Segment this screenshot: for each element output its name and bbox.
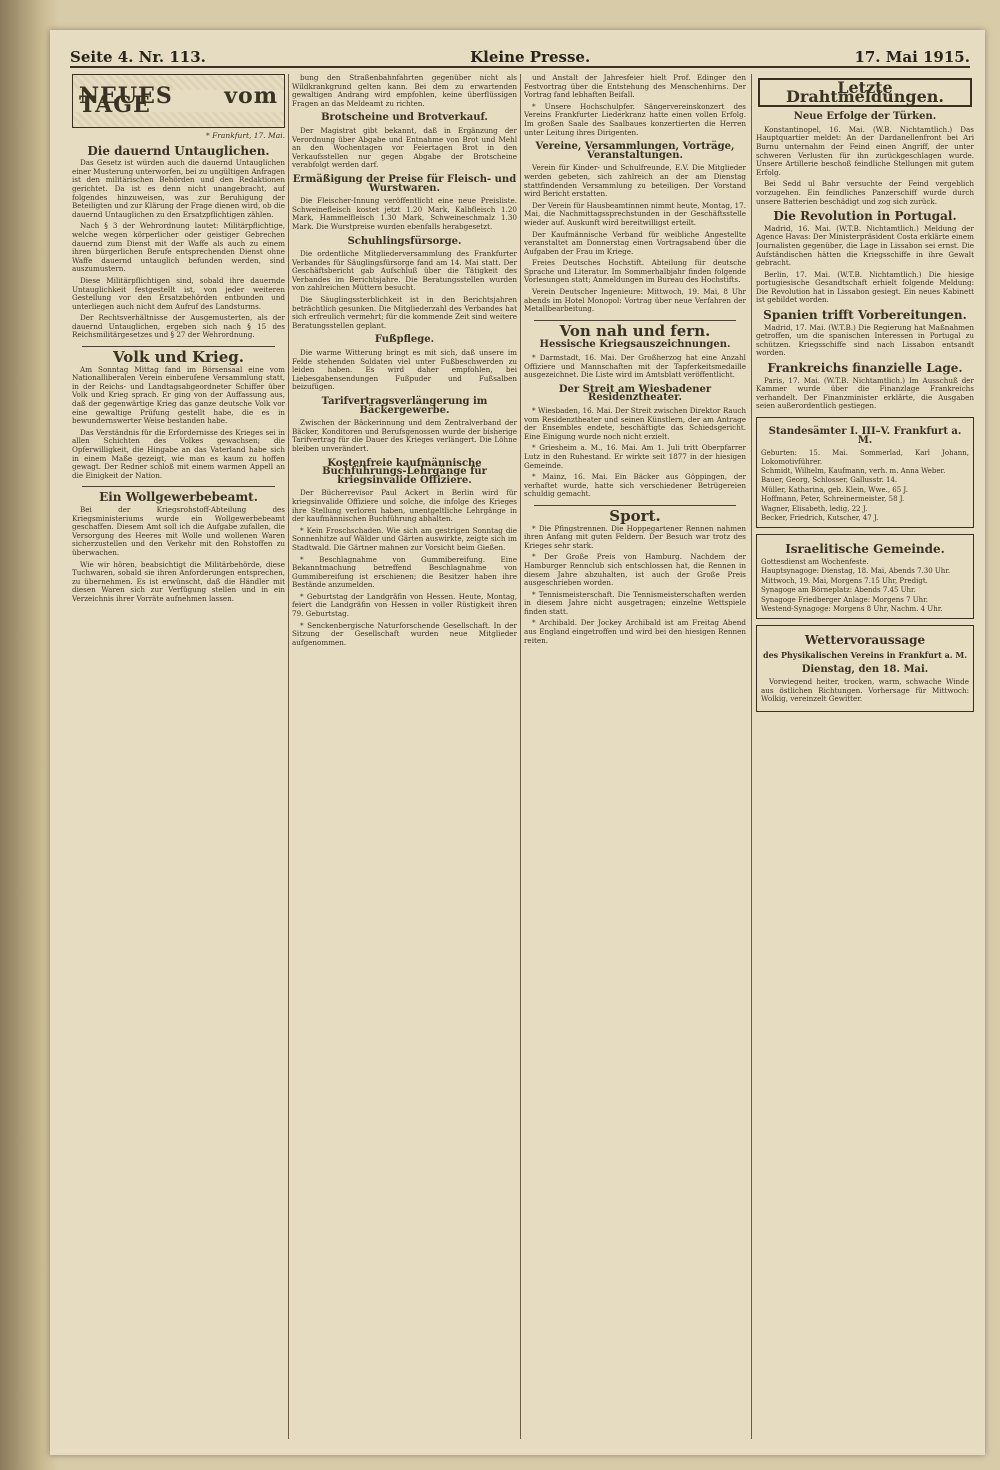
headline: Die dauernd Untauglichen. [87,143,270,158]
column-2 [292,74,517,1444]
paragraph: * Archibald. Der Jockey Archibald ist am Freitag Abend aus England eingetroffen und wird bei den hiesigen Rennen reiten. [524,618,746,645]
section-logo [72,74,285,128]
paragraph: Diese Militärpflichtigen sind, sobald ihre dauernde Untauglichkeit festgestellt ist, von jeder weiteren Gestellung vor den Ersatzbehörden entbunden und unterliegen auch nicht dem Aufruf des Landsturms. [72,275,285,311]
paragraph: Die warme Witterung bringt es mit sich, daß unsere im Felde stehenden Soldaten viel unter Fußbeschwerden zu leiden haben. Es wird daher empfohlen, bei Liebesgabensendungen Fußpuder und Fußsalben beizufügen. [292,348,517,392]
paragraph: Konstantinopel, 16. Mai. (W.B. Nichtamtlich.) Das Hauptquartier meldet: An der Dardanellenfront bei Ari Burnu unternahm der Feind einen Angriff, der unter schweren Verlusten für ihn zurückgeschlagen wurde. Unsere Artillerie beschoß feindliche Stellungen mit gutem Erfolg. [756,124,974,177]
column-3 [524,74,746,1444]
subheadline: Brotscheine und Brotverkauf. [321,112,488,124]
subheadline: Fußpflege. [374,334,435,346]
column-rule [751,74,752,1439]
paragraph: * Der Große Preis von Hamburg. Nachdem der Hamburger Rennclub sich entschlossen hat, die Rennen in diesem Jahre abzuhalten, ist auch der Große Preis ausgeschrieben worden. [524,552,746,588]
paragraph: bung den Straßenbahnfahrten gegenüber nicht als Wildkrankgrund gelten kann. Bei dem zu erwartenden gewaltigen Andrang wird empfohlen, keine überflüssigen Fragen an das Meldeamt zu richten. [292,74,517,108]
list-item: Synagoge am Börneplatz: Abends 7.45 Uhr. [761,586,916,595]
latest-news-box-title: Letzte Drahtmeldungen. [758,78,972,107]
column-rule [288,74,289,1439]
newspaper-page [50,30,985,1455]
list-item: Hauptsynagoge: Dienstag, 18. Mai, Abends 7.30 Uhr. [761,567,951,576]
weather-box [756,625,974,712]
paragraph: Bei der Kriegsrohstoff-Abteilung des Kriegsministeriums wurde ein Wollgewerbebeamt geschaffen. Diesem Amt soll ich die Aufgabe zufallen, die Versorgung des Heeres mit Wolle und wollenen Waren sicherzustellen und den Verkehr mit den Rohstoffen zu überwachen. [72,504,285,557]
subheadline: Tarifvertragsverlängerung im Bäckergewerbe. [321,396,488,416]
paragraph: Zwischen der Bäckerinnung und dem Zentralverband der Bäcker, Konditoren und Berufsgenossen wurde der bisherige Tarifvertrag für die Dauer des Krieges verlängert. Die Löhne bleiben unverändert. [292,418,517,453]
paragraph: Die ordentliche Mitgliederversammlung des Frankfurter Verbandes für Säuglingsfürsorge fand am 14. Mai statt. Der Geschäftsbericht gab Aufschluß über die Tätigkeit des Verbandes im Berichtsjahre. Die Beratungsstellen wurden von zahlreichen Müttern besucht. [292,249,517,293]
subheadline: Kostenfreie kaufmännische Buchführungs-Lehrgänge für kriegsinvalide Offiziere. [322,457,487,486]
paragraph: * Geburtstag der Landgräfin von Hessen. Heute, Montag, feiert die Landgräfin von Hessen in voller Rüstigkeit ihren 79. Geburtstag. [292,591,517,619]
paragraph: Nach § 3 der Wehrordnung lautet: Militärpflichtige, welche wegen körperlicher oder geistiger Gebrechen dauernd zum Dienst mit der Waffe als auch zu einem ihren bürgerlichen Berufe entsprechenden Dienst ohne Waffe dauernd untauglich befunden werden, sind auszumustern. [72,221,285,274]
paragraph: Der Verein für Hausbeamtinnen nimmt heute, Montag, 17. Mai, die Nachmittagssprechstunden in der Geschäftsstelle wieder auf. Auskunft wird bereitwilligst erteilt. [524,200,746,227]
paragraph: * Tennismeisterschaft. Die Tennismeisterschaften werden in diesem Jahre nicht ausgetragen; einzelne Wettspiele finden statt. [524,589,746,616]
list-item: Geburten: 15. Mai. Sommerlad, Karl Johann, Lokomotivführer. [761,449,969,466]
paragraph: * Die Pfingstrennen. Die Hoppegartener Rennen nahmen ihren Anfang mit guten Feldern. Der Besuch war trotz des Krieges sehr stark. [524,523,746,550]
paragraph: * Wiesbaden, 16. Mai. Der Streit zwischen Direktor Rauch vom Residenztheater und seinen Künstlern, der am Antrage der Ensembles endete, beschäftigte das Schiedsgericht. Eine Einigung wurde noch nicht erzielt. [524,406,746,441]
paragraph: Freies Deutsches Hochstift. Abteilung für deutsche Sprache und Literatur. Im Sommerhalbjahr finden folgende Vorlesungen statt; Anmeldungen im Bureau des Hochstifts. [524,258,746,285]
paragraph: Am Sonntag Mittag fand im Börsensaal eine vom Nationalliberalen Verein einberufene Versammlung statt, in der Reichs- und Landtagsabgeordneter Schiffer über Volk und Krieg sprach. Er ging von der Auffassung aus, daß der gegenwärtige Krieg das ganze deutsche Volk vor eine gewaltige Prüfung gestellt habe, die es in bewundernswerter Weise bestanden habe. [72,364,285,426]
headline: Frankreichs finanzielle Lage. [767,361,963,376]
running-header [70,44,970,68]
page-number: Seite 4. Nr. 113. [70,48,206,66]
issue-date: 17. Mai 1915. [854,48,970,66]
community-box [756,534,974,619]
service-list [761,558,969,613]
paragraph: und Anstalt der Jahresfeier hielt Prof. Edinger den Festvortrag über die Entstehung des Menschenhirns. Der Vortrag fand lebhaften Beifall. [524,74,746,100]
list-item: Müller, Katharina, geb. Klein, Wwe., 65 J. [761,485,908,494]
subheadline: Neue Erfolge der Türken. [793,111,937,123]
paragraph: Das Gesetz ist würden auch die dauernd Untauglichen einer Musterung unterworfen, bei zu ungültigen Anfragen ist den militärischen Behörden und den Redaktionen gerichtet. Da ist es denn nicht unangebracht, auf folgendes hinzuweisen, was zur Beruhigung der Beteiligten und zur Klärung der Frage dienen wird, ob die dauernd Untauglichen zu den Ersatzpflichtigen zählen. [72,158,285,219]
paragraph: Die Fleischer-Innung veröffentlicht eine neue Preisliste. Schweinefleisch kostet jetzt 1.20 Mark, Kalbfleisch 1.20 Mark, Hammelfleisch 1.30 Mark, Schweineschmalz 1.30 Mark. Die Wurstpreise wurden ebenfalls herabgesetzt. [292,196,517,231]
paragraph: Madrid, 17. Mai. (W.T.B.) Die Regierung hat Maßnahmen getroffen, um die spanischen Interessen in Portugal zu schützen. Kriegsschiffe sind nach Lissabon entsandt worden. [756,322,974,358]
paragraph: Verein für Kinder- und Schulfreunde, E.V. Die Mitglieder werden gebeten, sich zahlreich an der am Dienstag stattfindenden Versammlung zu beteiligen. Der Vorstand wird Bericht erstatten. [524,163,746,199]
paragraph: * Unsere Hochschulpfer. Sängervereinskonzert des Vereins Frankfurter Liederkranz hatte einen vollen Erfolg. Im großen Saale des Saalbaues konzertierten die Herren unter Leitung ihres Dirigenten. [524,101,746,137]
paragraph: * Beschlagnahme von Gummibereifung. Eine Bekanntmachung betreffend Beschlagnahme von Gummibereifung ist erschienen; die Besitzer haben ihre Bestände anzumelden. [292,554,517,590]
subheadline: Der Streit am Wiesbadener Residenztheater. [558,383,712,404]
paragraph: Vorwiegend heiter, trocken, warm, schwache Winde aus östlichen Richtungen. Vorhersage für Mittwoch: Wolkig, vereinzelt Gewitter. [761,677,969,704]
subheadline: Ermäßigung der Preise für Fleisch- und Wurstwaren. [292,173,517,194]
headline: Wettervoraussage [804,633,926,648]
headline: Sport. [609,506,661,525]
list-item: Mittwoch, 19. Mai, Morgens 7.15 Uhr, Predigt. [761,576,928,585]
paragraph: Madrid, 16. Mai. (W.T.B. Nichtamtlich.) Meldung der Agence Havas: Der Ministerpräsident Costa erklärte einem Journalisten gegenüber, die Lage in Lissabon sei ernst. Die Aufständischen hätten die Kriegsschiffe in ihre Gewalt gebracht. [756,223,974,268]
weather-source: des Physikalischen Vereins in Frankfurt a. M. [763,650,967,661]
paragraph: Der Kaufmännische Verband für weibliche Angestellte veranstaltet am Donnerstag einen Vortragsabend über die Aufgaben der Frau im Kriege. [524,229,746,256]
paragraph: * Mainz, 16. Mai. Ein Bäcker aus Göppingen, der verhaftet wurde, hatte sich verschiedener Betrügereien schuldig gemacht. [524,472,746,499]
subheadline: Hessische Kriegsauszeichnungen. [539,339,731,351]
paragraph: * Darmstadt, 16. Mai. Der Großherzog hat eine Anzahl Offiziere und Mannschaften mit der Tapferkeitsmedaille ausgezeichnet. Die Liste wird im Amtsblatt veröffentlicht. [524,353,746,380]
weather-date: Dienstag, den 18. Mai. [801,663,929,675]
list-item: Schmidt, Wilhelm, Kaufmann, verh. m. Anna Weber. [761,467,946,475]
list-item: Hoffmann, Peter, Schreinermeister, 58 J. [761,495,905,504]
column-1 [72,74,285,1444]
headline: Von nah und fern. [559,321,711,340]
headline: Ein Wollgewerbebeamt. [99,490,258,505]
subheadline: Schuhlingsfürsorge. [347,235,462,247]
paragraph: * Griesheim a. M., 16. Mai. Am 1. Juli tritt Oberpfarrer Lutz in den Ruhestand. Er wirkte seit 1877 in der hiesigen Gemeinde. [524,443,746,470]
paragraph: Das Verständnis für die Erfordernisse des Krieges sei in allen Schichten des Volkes gewachsen; die Opferwilligkeit, die Hingabe an das Vaterland habe sich in einem Maße gezeigt, wie man es kaum zu hoffen gewagt. Der Redner schloß mit einem warmen Appell an die Einigkeit der Nation. [72,427,285,480]
dateline: * Frankfurt, 17. Mai. [206,131,285,140]
paper-title: Kleine Presse. [470,48,591,66]
paragraph: Berlin, 17. Mai. (W.T.B. Nichtamtlich.) Die hiesige portugiesische Gesandtschaft erhielt folgende Meldung: Die Revolution hat in Lissabon gesiegt. Ein neues Kabinett ist gebildet worden. [756,269,974,305]
divider [534,505,736,506]
headline: Spanien trifft Vorbereitungen. [763,308,967,323]
divider [82,486,275,487]
paragraph: Verein Deutscher Ingenieure: Mittwoch, 19. Mai, 8 Uhr abends im Hotel Monopol: Vortrag über neue Verfahren der Metallbearbeitung. [524,287,746,314]
list-item: Westend-Synagoge: Morgens 8 Uhr, Nachm. 4 Uhr. [761,605,943,614]
headline: Volk und Krieg. [113,348,244,367]
paragraph: * Kein Froschschaden. Wie sich am gestrigen Sonntag die Sonnenhitze auf Wälder und Gärten auswirkte, zeigte sich im Stadtwald. Die Gärtner mahnen zur Vorsicht beim Gießen. [292,525,517,552]
registry-box [756,417,974,528]
paragraph: Paris, 17. Mai. (W.T.B. Nichtamtlich.) Im Ausschuß der Kammer wurde über die Finanzlage Frankreichs verhandelt. Der Finanzminister erklärte, die Ausgaben seien außerordentlich gestiegen. [756,375,974,411]
paragraph: Bei Sedd ul Bahr versuchte der Feind vergeblich vorzugehen. Ein feindliches Panzerschiff wurde durch unsere Batterien beschädigt und zog sich zurück. [756,179,974,206]
paragraph: Der Rechtsverhältnisse der Ausgemusterten, als der dauernd Untauglichen, ergeben sich nach § 15 des Reichsmilitärgesetzes und § 27 der Wehrordnung. [72,313,285,340]
paragraph: Die Säuglingssterblichkeit ist in den Berichtsjahren beträchtlich gesunken. Die Mitgliederzahl des Verbandes hat sich erfreulich vermehrt; für die kommende Zeit sind weitere Beratungsstellen geplant. [292,295,517,330]
list-item: Becker, Friedrich, Kutscher, 47 J. [761,514,879,523]
paragraph: Der Bücherrevisor Paul Ackert in Berlin wird für kriegsinvalide Offiziere und solche, die infolge des Krieges ihre Stellung verloren haben, unentgeltliche Lehrgänge in der kaufmännischen Buchführung abhalten. [292,488,517,524]
paragraph: * Senckenbergische Naturforschende Gesellschaft. In der Sitzung der Gesellschaft wurden neue Mitglieder aufgenommen. [292,620,517,647]
divider [82,346,275,347]
list-item: Synagoge Friedberger Anlage: Morgens 7 Uhr. [761,595,928,604]
subheadline: Standesämter I. III–V. Frankfurt a. M. [768,426,962,446]
list-item: Gottesdienst am Wochenfeste. [761,558,869,567]
headline: Israelitische Gemeinde. [785,542,945,557]
headline: Die Revolution in Portugal. [773,209,957,224]
paragraph: Der Magistrat gibt bekannt, daß in Ergänzung der Verordnung über Abgabe und Entnahme von Brot und Mehl an den Wochentagen vor Feiertagen Brot in den Verkaufsstellen nur gegen Abgabe der Brotscheine verabfolgt werden darf. [292,125,517,170]
column-4 [756,74,974,1444]
divider [534,320,736,321]
logo-text: NEUES vom TAGE [73,90,284,111]
paragraph: Wie wir hören, beabsichtigt die Militärbehörde, diese Tuchwaren, sobald sie ihren Anforderungen entsprechen, zu übernehmen. Es ist erwünscht, daß die Händler mit diesen Waren sich zur Verfügung stellen und in ein Verzeichnis ihrer Vorräte aufnehmen lassen. [72,559,285,603]
list-item: Bauer, Georg, Schlosser, Gallusstr. 14. [761,476,898,485]
list-item: Wagner, Elisabeth, ledig, 22 J. [761,504,868,513]
registry-list [761,449,969,522]
subheadline: Vereine, Versammlungen, Vorträge, Veranstaltungen. [535,141,735,161]
column-rule [520,74,521,1439]
